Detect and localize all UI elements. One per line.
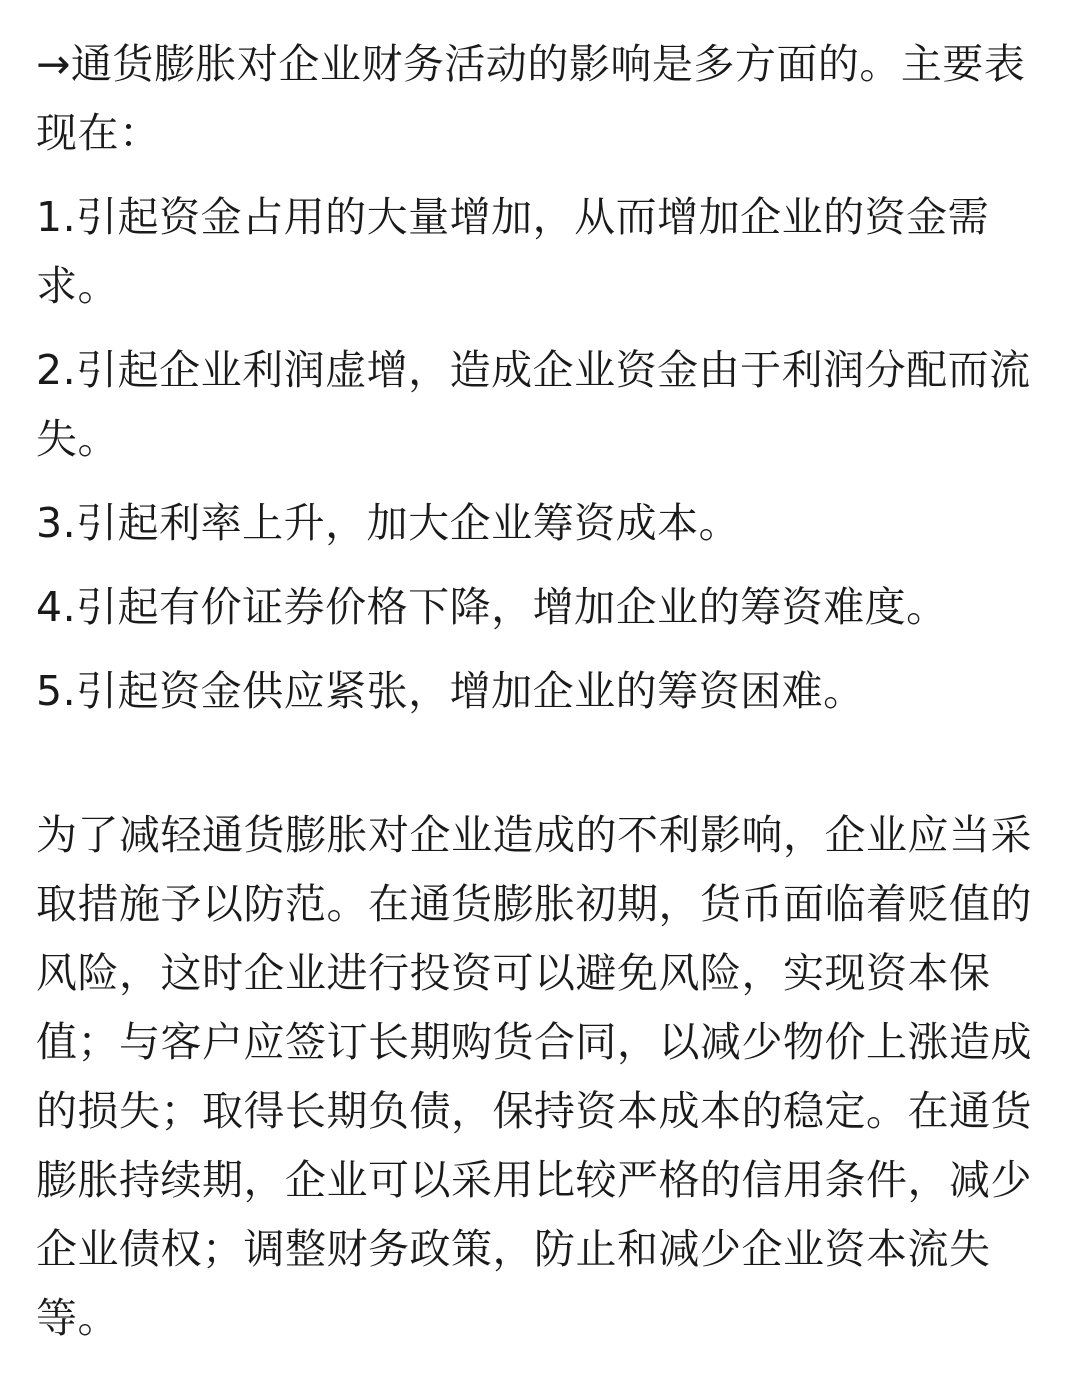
- point-item: 2.引起企业利润虚增，造成企业资金由于利润分配而流失。: [36, 346, 1031, 463]
- point-item: 1.引起资金占用的大量增加，从而增加企业的资金需求。: [36, 193, 990, 310]
- intro-paragraph: →通货膨胀对企业财务活动的影响是多方面的。主要表现在：: [36, 40, 1026, 157]
- point-item: 4.引起有价证券价格下降，增加企业的筹资难度。: [36, 583, 948, 631]
- conclusion-paragraph: 为了减轻通货膨胀对企业造成的不利影响，企业应当采取措施予以防范。在通货膨胀初期，货币面临着贬值的风险，这时企业进行投资可以避免风险，实现资本保值；与客户应签订长期购货合同，以减少物价上涨造成的损失；取得长期负债，保持资本成本的稳定。在通货膨胀持续期，企业可以采用比较严格的信用条件，减少企业债权；调整财务政策，防止和减少企业资本流失等。: [36, 811, 1032, 1342]
- point-item: 5.引起资金供应紧张，增加企业的筹资困难。: [36, 667, 865, 715]
- paragraph-spacer: [36, 741, 1056, 801]
- point-item: 3.引起利率上升，加大企业筹资成本。: [36, 499, 741, 547]
- document-body: [36, 30, 1056, 1368]
